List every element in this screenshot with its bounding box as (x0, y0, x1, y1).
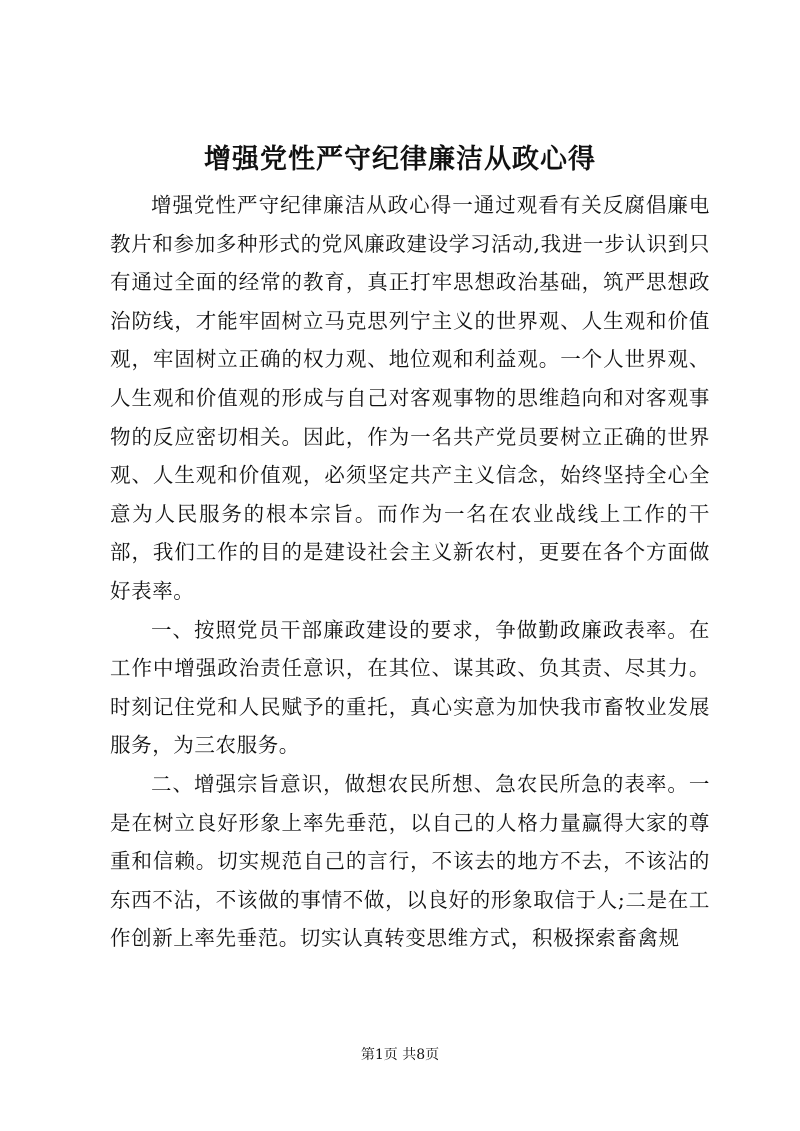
page-number-footer: 第1页 共8页 (360, 1047, 440, 1063)
paragraph-point-two: 二、增强宗旨意识，做想农民所想、急农民所急的表率。一是在树立良好形象上率先垂范，以自己的人格力量赢得大家的尊重和信赖。切实规范自己的言行，不该去的地方不去，不该沾的东西不沾，不该做的事情不做，以良好的形象取信于人;二是在工作创新上率先垂范。切实认真转变思维方式，积极探索畜禽规 (110, 771, 710, 951)
document-title: 增强党性严守纪律廉洁从政心得 (204, 144, 596, 175)
document-body (110, 186, 710, 958)
paragraph-point-one: 一、按照党员干部廉政建设的要求，争做勤政廉政表率。在工作中增强政治责任意识，在其位、谋其政、负其责、尽其力。时刻记住党和人民赋予的重托，真心实意为加快我市畜牧业发展服务，为三农服务。 (110, 617, 710, 758)
paragraph-intro: 增强党性严守纪律廉洁从政心得一通过观看有关反腐倡廉电教片和参加多种形式的党风廉政建设学习活动,我进一步认识到只有通过全面的经常的教育，真正打牢思想政治基础，筑严思想政治防线，才能牢固树立马克思列宁主义的世界观、人生观和价值观，牢固树立正确的权力观、地位观和利益观。一个人世界观、人生观和价值观的形成与自己对客观事物的思维趋向和对客观事物的反应密切相关。因此，作为一名共产党员要树立正确的世界观、人生观和价值观，必须坚定共产主义信念，始终坚持全心全意为人民服务的根本宗旨。而作为一名在农业战线上工作的干部，我们工作的目的是建设社会主义新农村，更要在各个方面做好表率。 (110, 193, 710, 603)
